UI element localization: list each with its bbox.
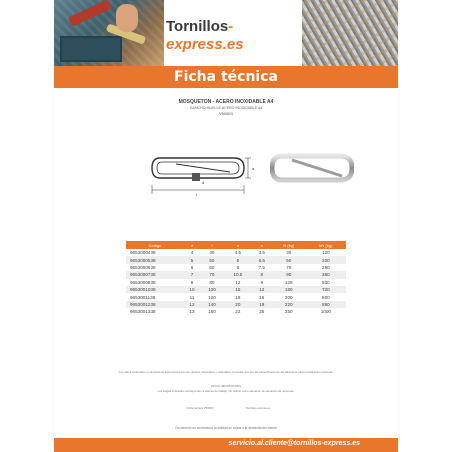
footer-email-link[interactable]: servicio.al.cliente@tornillos-express.es (228, 440, 360, 447)
table-row (126, 301, 346, 308)
table-cell: 720 (306, 286, 346, 293)
table-cell: 200 (306, 256, 346, 263)
notes-small-left: Ficha técnica V50653 (186, 406, 214, 410)
table-row (126, 308, 346, 315)
table-cell: 22 (235, 309, 241, 315)
table-row (126, 286, 346, 293)
product-code: V50653 (219, 111, 233, 116)
table-row (126, 264, 346, 271)
table-cell: 16 (259, 294, 265, 300)
table-cell: 6 (236, 264, 240, 270)
col-header-load: N (kg) (272, 241, 306, 249)
table-cell: 5 (184, 256, 200, 263)
table-cell: 160 (208, 309, 216, 315)
table-cell: 12 (252, 286, 272, 293)
col-header-code: Código (126, 241, 184, 249)
specs-table (126, 241, 346, 316)
table-cell: 200 (284, 294, 293, 300)
table-cell: 20 (224, 301, 252, 308)
table-cell: 220 (272, 301, 306, 308)
disclaimer: Documento no contractual, la calidad se sujeta a la demanda del cliente (175, 426, 277, 430)
table-cell: 50 (272, 256, 306, 263)
col-header-l: l (200, 241, 224, 249)
table-cell: 360 (306, 271, 346, 278)
table-cell: 3.5 (258, 250, 265, 256)
table-cell: 90 (272, 271, 306, 278)
table-cell-code: 9653001238 (126, 301, 184, 308)
brand-logo (166, 18, 302, 53)
table-row (126, 249, 346, 256)
table-row (126, 256, 346, 263)
table-cell: 18 (235, 294, 241, 300)
table-cell: 125 (284, 279, 293, 285)
table-cell: 4.5 (234, 250, 242, 256)
table-cell: 1000 (320, 309, 331, 315)
table-cell: 13 (189, 309, 195, 315)
table-cell: 500 (322, 279, 330, 285)
notes-small-right: Tornillos-express.es (245, 406, 271, 410)
table-cell: 6 (190, 264, 194, 270)
table-cell: 11 (189, 294, 195, 300)
table-cell: 10.5 (224, 271, 252, 278)
table-cell: 8 (252, 271, 272, 278)
col-header-break: kN (kg) (306, 241, 346, 249)
title-band (54, 66, 398, 88)
table-cell: 140 (200, 301, 224, 308)
table-cell-code: 9653001038 (126, 286, 184, 293)
table-cell: 180 (272, 286, 306, 293)
table-cell: 120 (322, 250, 330, 256)
table-cell: 120 (208, 294, 216, 300)
table-cell-code: 9653000438 (130, 250, 156, 256)
notes-block-1: Los datos contenidos en la presente ficha técnica son de carácter informativo y orientativo. Consulte siempre las especificaciones del fabricante para su aplicación concreta. (119, 370, 333, 374)
table-cell: 80 (209, 279, 215, 285)
table-row (126, 293, 346, 300)
table-cell: 100 (200, 286, 224, 293)
specs-table-header (126, 241, 346, 249)
logo-text-main: Tornillos (166, 18, 229, 35)
table-cell: 7 (184, 271, 200, 278)
carabiner-technical-drawing (146, 138, 264, 208)
product-title: MOSQUETON - ACERO INOXIDABLE A4 (178, 99, 274, 105)
table-cell: 280 (322, 264, 330, 270)
table-cell: 7.5 (258, 264, 265, 270)
table-cell: 6.5 (252, 256, 272, 263)
table-cell: 880 (306, 301, 346, 308)
table-row (126, 279, 346, 286)
carabiner-product-photo (270, 148, 354, 190)
header-photo-tools (54, 0, 164, 66)
table-cell: 30 (286, 250, 292, 256)
table-cell: 70 (286, 264, 292, 270)
table-cell: 250 (284, 309, 293, 315)
footer-bar (54, 438, 398, 452)
dimension-label-a: a (252, 166, 255, 171)
table-cell-code: 9653000538 (126, 256, 184, 263)
col-header-a2: a (252, 241, 272, 249)
product-subtitle: GANCHO MUELLE ACERO INOXIDABLE A4 (189, 106, 263, 110)
table-cell: 40 (209, 250, 215, 256)
table-cell: 5 (224, 256, 252, 263)
table-cell-code: 9653000638 (130, 264, 156, 270)
table-cell: 19 (252, 301, 272, 308)
data-sheet-page (54, 0, 398, 452)
table-cell: 60 (209, 264, 215, 270)
dimension-label-d: d (202, 180, 205, 185)
table-cell: 800 (322, 294, 330, 300)
table-cell-code: 9653001338 (130, 309, 156, 315)
band-title: Ficha técnica (174, 69, 278, 85)
table-cell: 10 (184, 286, 200, 293)
table-cell: 8 (190, 279, 194, 285)
table-cell: 4 (190, 250, 194, 256)
dimension-label-l: l (196, 192, 197, 197)
notes-heading-2: DATOS IMPORTANTES (210, 384, 242, 388)
table-cell: 25 (259, 309, 265, 315)
table-cell: 50 (200, 256, 224, 263)
table-cell: 12 (235, 279, 241, 285)
table-cell: 12 (184, 301, 200, 308)
table-cell: 70 (200, 271, 224, 278)
table-cell-code: 9653000838 (130, 279, 156, 285)
header-photo-screws (302, 0, 398, 66)
table-cell-code: 9653000738 (126, 271, 184, 278)
table-row (126, 271, 346, 278)
col-header-d: d (184, 241, 200, 249)
header (54, 0, 398, 66)
notes-block-2: Las cargas indicadas corresponden a valores de trabajo. No utilizar como elemento de elevación de personas. (157, 389, 295, 393)
col-header-a1: a (224, 241, 252, 249)
table-cell: 15 (224, 286, 252, 293)
table-cell: 9 (260, 279, 264, 285)
logo-text-accent: -express.es (166, 18, 244, 53)
table-cell-code: 9653001138 (130, 294, 156, 300)
